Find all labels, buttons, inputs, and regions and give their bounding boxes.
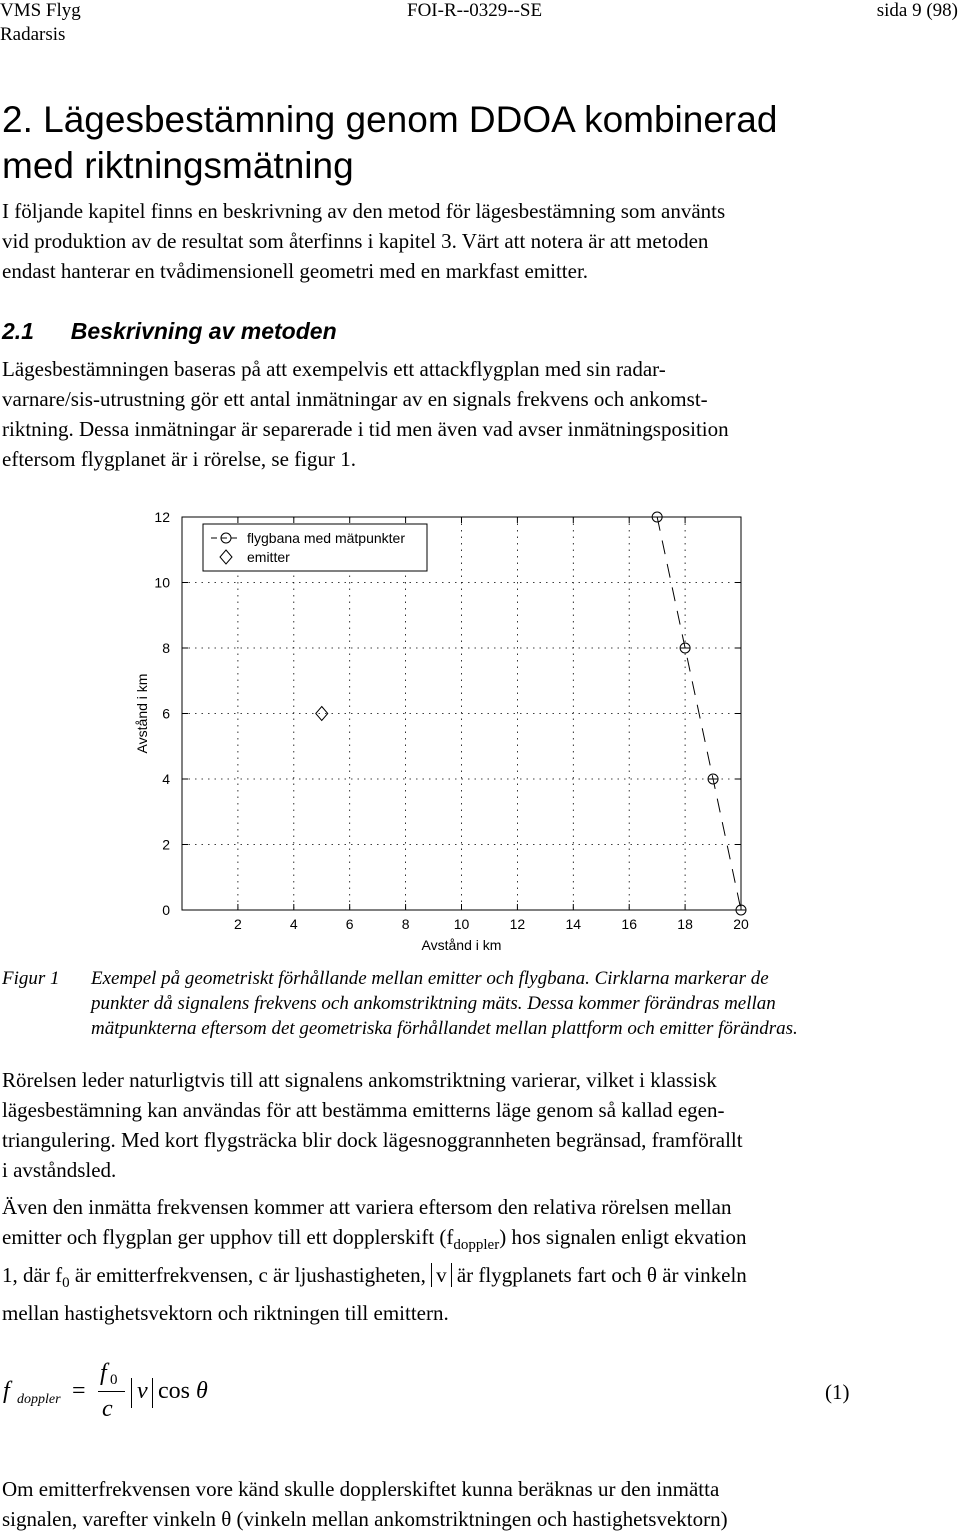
subsection-number: 2.1 [2, 318, 34, 344]
text-line: i avståndsled. [2, 1158, 117, 1182]
x-tick-label: 6 [345, 916, 354, 932]
body-paragraph-3 [2, 1474, 728, 1534]
x-tick-label: 10 [453, 916, 470, 932]
intro-paragraph [2, 196, 725, 286]
eq-abs-bar-left [131, 1378, 132, 1408]
section-title-line: med riktningsmätning [2, 145, 354, 186]
y-tick-label: 2 [162, 836, 170, 853]
figure-caption [91, 966, 798, 1041]
x-tick-label: 16 [621, 916, 637, 932]
subscript-zero: 0 [62, 1275, 70, 1292]
subscript-doppler: doppler [453, 1237, 500, 1254]
text-line: Om emitterfrekvensen vore känd skulle dopplerskiftet kunna beräknas ur den inmätta [2, 1477, 720, 1501]
y-tick-label: 10 [154, 574, 170, 591]
text-line: triangulering. Med kort flygsträcka blir dock lägesnoggrannheten begränsad, framförallt [2, 1128, 743, 1152]
eq-cos: cos [158, 1378, 190, 1404]
eq-numerator-f: f [100, 1360, 107, 1386]
x-tick-label: 4 [289, 916, 298, 932]
header-report-number: FOI-R--0329--SE [407, 0, 543, 21]
eq-denominator: c [102, 1396, 113, 1422]
eq-abs-bar-right [152, 1378, 153, 1408]
text-span: ) hos signalen enligt ekvation [499, 1225, 747, 1249]
body-paragraph-1 [2, 1065, 743, 1185]
y-tick-label: 6 [162, 705, 170, 722]
header-project: VMS Flyg [0, 0, 81, 21]
text-line: Rörelsen leder naturligtvis till att signalens ankomstriktning varierar, vilket i klassisk [2, 1068, 717, 1092]
y-tick-label: 0 [162, 902, 170, 918]
header-left [0, 0, 81, 46]
text-span: är flygplanets fart och θ är vinkeln [451, 1263, 747, 1288]
x-axis-label: Avstånd i km [421, 937, 502, 953]
text-line: signalen, varefter vinkeln θ (vinkeln mellan ankomstriktningen och hastighetsvektorn) [2, 1507, 728, 1531]
text-line: mellan hastighetsvektorn och riktningen till emittern. [2, 1301, 449, 1326]
caption-line: mätpunkterna eftersom det geometriska förhållandet mellan plattform och emitter förändras. [91, 1018, 798, 1039]
x-tick-label: 12 [509, 916, 526, 932]
eq-lhs-f: f [3, 1378, 10, 1404]
y-tick-label: 4 [162, 771, 170, 787]
text-line: I följande kapitel finns en beskrivning av den metod för lägesbestämning som använts [2, 199, 726, 223]
y-tick-label: 12 [154, 509, 170, 525]
x-tick-label: 18 [677, 916, 693, 932]
method-paragraph [2, 354, 729, 474]
header-subproject: Radarsis [0, 24, 66, 45]
eq-lhs-subscript: doppler [17, 1392, 61, 1407]
y-axis-label: Avstånd i km [134, 673, 150, 754]
text-line: endast hanterar en tvådimensionell geometri med en markfast emitter. [2, 259, 589, 283]
figure-label: Figur 1 [2, 968, 60, 989]
x-tick-label: 20 [733, 916, 749, 932]
caption-line: Exempel på geometriskt förhållande mellan emitter och flygbana. Cirklarna markerar de [91, 968, 769, 989]
legend-label: flygbana med mätpunkter [247, 530, 405, 546]
legend-label: emitter [247, 549, 290, 565]
y-tick-label: 8 [162, 640, 170, 656]
text-span: är emitterfrekvensen, c är ljushastigheten, [69, 1263, 432, 1288]
caption-line: punkter då signalens frekvens och ankomstriktning mäts. Dessa kommer förändras mellan [91, 993, 776, 1014]
text-line [2, 1260, 747, 1298]
x-tick-label: 2 [234, 916, 242, 932]
figure-1-chart [0, 490, 960, 960]
text-line: eftersom flygplanet är i rörelse, se figur 1. [2, 447, 356, 471]
text-line: vid produktion av de resultat som återfinns i kapitel 3. Värt att notera är att metoden [2, 229, 709, 253]
eq-theta: θ [196, 1378, 208, 1404]
eq-number: (1) [825, 1380, 850, 1404]
subsection-title: Beskrivning av metoden [70, 318, 337, 344]
eq-fraction-bar [98, 1391, 125, 1392]
text-line [2, 1222, 747, 1260]
text-line: Även den inmätta frekvensen kommer att variera eftersom den relativa rörelsen mellan [2, 1195, 732, 1219]
eq-numerator-subscript: 0 [110, 1372, 118, 1388]
speed-magnitude: v [431, 1263, 452, 1287]
text-line: riktning. Dessa inmätningar är separerade i tid men även vad avser inmätningsposition [2, 417, 729, 441]
text-line: varnare/sis-utrustning gör ett antal inmätningar av en signals frekvens och ankomst- [2, 387, 708, 411]
equation-1 [0, 1358, 960, 1438]
body-paragraph-2 [2, 1192, 747, 1328]
header-page-number: sida 9 (98) [876, 0, 958, 21]
eq-equals: = [72, 1378, 86, 1404]
eq-v: v [137, 1378, 148, 1404]
text-line: lägesbestämning kan användas för att bestämma emitterns läge genom så kallad egen- [2, 1098, 725, 1122]
section-title-line: 2. Lägesbestämning genom DDOA kombinerad [2, 99, 778, 140]
x-tick-label: 8 [401, 916, 410, 932]
section-title [2, 97, 777, 189]
subsection-heading [2, 318, 337, 345]
text-span: 1, där f [2, 1263, 63, 1288]
text-line: Lägesbestämningen baseras på att exempelvis ett attackflygplan med sin radar- [2, 357, 666, 381]
x-tick-label: 14 [565, 916, 582, 932]
text-span: emitter och flygplan ger upphov till ett dopplerskift (f [2, 1225, 454, 1249]
